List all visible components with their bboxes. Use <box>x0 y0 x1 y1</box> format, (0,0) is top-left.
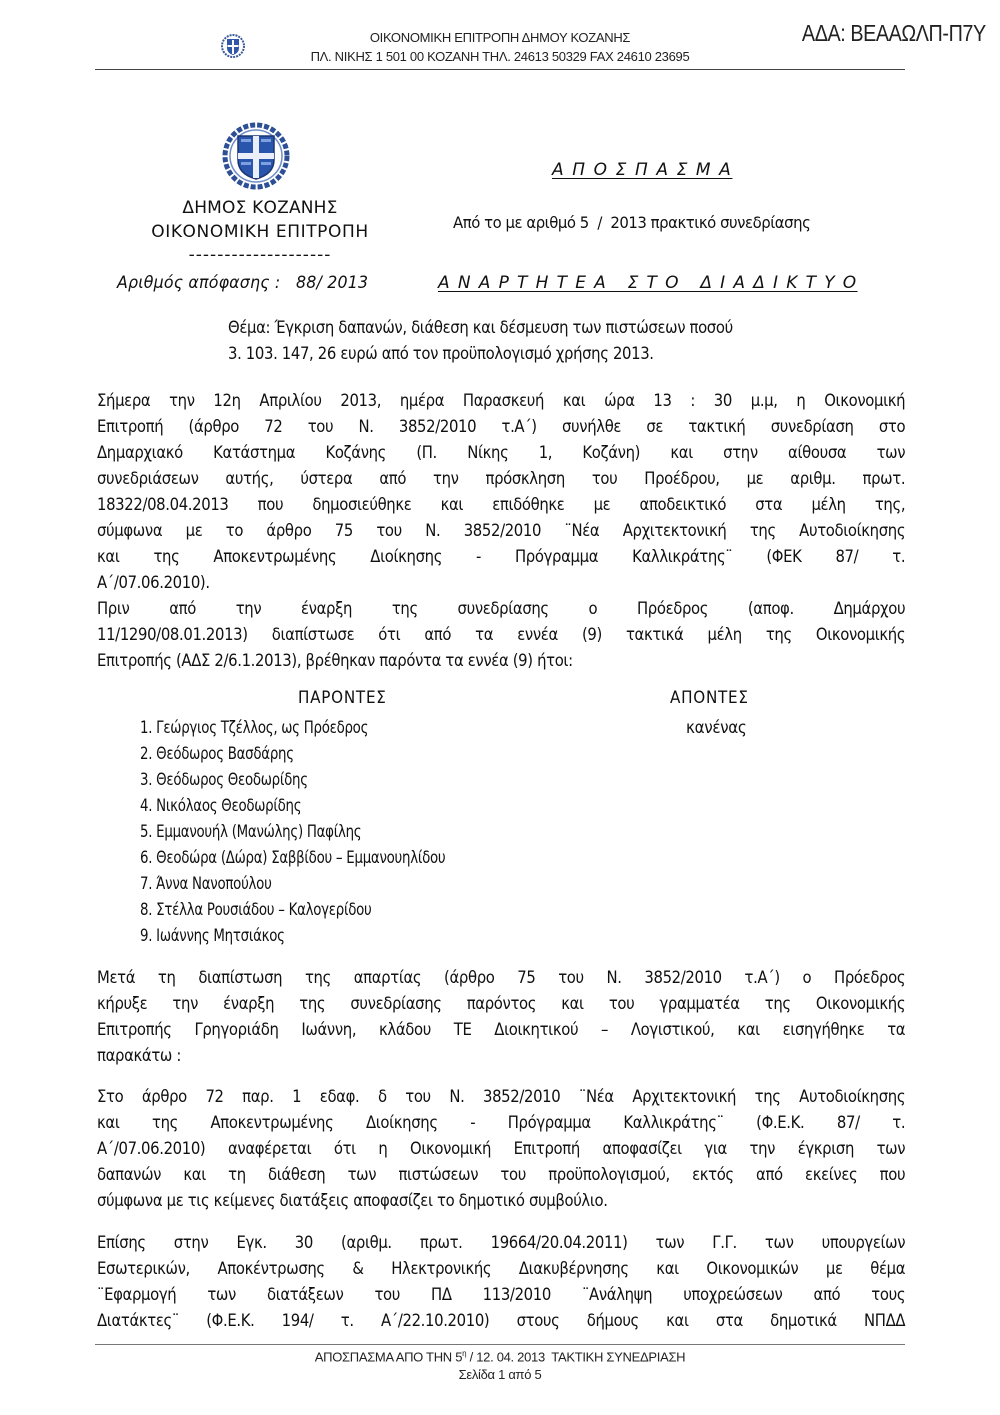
subject-line-2: 3. 103. 147, 26 ευρώ από τον προϋπολογισμό χρήσης 2013. <box>228 344 654 363</box>
text-line: παρακάτω : <box>97 1046 181 1065</box>
decision-number-row <box>117 273 368 293</box>
page-number: Σελίδα 1 από 5 <box>458 1367 542 1382</box>
footer-session-ref <box>0 1349 1000 1364</box>
text-line: ¨Εφαρμογή των διατάξεων του ΠΔ 113/2010 ¨Ανάληψη υποχρεώσεων από τους <box>97 1285 906 1304</box>
text-line: Επιτροπή (άρθρο 72 του Ν. 3852/2010 τ.Α΄) συνήλθε σε τακτική συνεδρίαση στο <box>97 417 906 436</box>
text-line: κήρυξε την έναρξη της συνεδρίασης παρόντος και του γραμματέα της Οικονομικής <box>97 994 906 1013</box>
greek-coat-of-arms-icon <box>222 122 290 190</box>
footer-ref-prefix: ΑΠΟΣΠΑΣΜΑ ΑΠΟ ΤΗΝ 5 <box>314 1349 463 1365</box>
text-line: Α΄/07.06.2010). <box>97 573 210 592</box>
present-header: ΠΑΡΟΝΤΕΣ <box>298 688 387 707</box>
present-member: 4. Νικόλαος Θεοδωρίδης <box>140 796 302 815</box>
present-member: 3. Θεόδωρος Θεοδωρίδης <box>140 770 308 789</box>
document-type-title: Α Π Ο Σ Π Α Σ Μ Α <box>552 160 733 180</box>
text-line: και της Αποκεντρωμένης Διοίκησης - Πρόγραμμα Καλλικράτης¨ (ΦΕΚ 87/ τ. <box>97 547 906 566</box>
header-rule <box>95 69 905 70</box>
header-committee-title: ΟΙΚΟΝΟΜΙΚΗ ΕΠΙΤΡΟΠΗ ΔΗΜΟΥ ΚΟΖΑΝΗΣ <box>369 30 631 45</box>
header-address: ΠΛ. ΝΙΚΗΣ 1 501 00 ΚΟΖΑΝΗ ΤΗΛ. 24613 50329 FAX 24610 23695 <box>310 49 690 64</box>
text-line: σύμφωνα με τις κείμενες διατάξεις αποφασίζει το δημοτικό συμβούλιο. <box>97 1191 608 1210</box>
text-line: Επίσης στην Εγκ. 30 (αριθμ. πρωτ. 19664/20.04.2011) των Γ.Γ. των υπουργείων <box>97 1233 906 1252</box>
text-line: Πριν από την έναρξη της συνεδρίασης ο Πρόεδρος (αποφ. Δημάρχου <box>97 599 906 618</box>
paragraph-quorum-check <box>97 596 905 674</box>
footer-ref-suffix: / 12. 04. 2013 ΤΑΚΤΙΚΗ ΣΥΝΕΔΡΙΑΣΗ <box>466 1349 686 1365</box>
text-line: Επιτροπής (ΑΔΣ 2/6.1.2013), βρέθηκαν παρόντα τα εννέα (9) ήτοι: <box>97 651 573 670</box>
subject-line-1: Θέμα: Έγκριση δαπανών, διάθεση και δέσμευση των πιστώσεων ποσού <box>228 318 733 337</box>
minutes-reference: Από το με αριθμό 5 / 2013 πρακτικό συνεδρίασης <box>453 213 811 232</box>
text-line: σύμφωνα με το άρθρο 75 του Ν. 3852/2010 ¨Νέα Αρχιτεκτονική της Αυτοδιοίκησης <box>97 521 906 540</box>
decision-label: Αριθμός απόφασης : <box>117 273 281 293</box>
footer-rule <box>95 1344 905 1345</box>
paragraph-meeting-convened <box>97 388 905 596</box>
text-line: και της Αποκεντρωμένης Διοίκησης - Πρόγραμμα Καλλικράτης¨ (Φ.Ε.Κ. 87/ τ. <box>97 1113 906 1132</box>
present-member: 5. Εμμανουήλ (Μανώλης) Παφίλης <box>140 822 362 841</box>
text-line: 18322/08.04.2013 που δημοσιεύθηκε και επιδόθηκε με αποδεικτικό στα μέλη της, <box>97 495 906 514</box>
present-member: 2. Θεόδωρος Βασδάρης <box>140 744 294 763</box>
present-member: 9. Ιωάννης Μητσιάκος <box>140 926 285 945</box>
text-line: 11/1290/08.01.2013) διαπίστωσε ότι από τα εννέα (9) τακτικά μέλη της Οικονομικής <box>97 625 906 644</box>
absent-value: κανένας <box>686 718 747 737</box>
text-line: Α΄/07.06.2010) αναφέρεται ότι η Οικονομική Επιτροπή αποφασίζει για την έγκριση των <box>97 1139 906 1158</box>
text-line: συνεδριάσεων αυτής, ύστερα από την πρόσκληση του Προέδρου, με αριθμ. πρωτ. <box>97 469 906 488</box>
decision-number: 88/ 2013 <box>296 273 369 293</box>
text-line: Σήμερα την 12η Απριλίου 2013, ημέρα Παρασκευή και ώρα 13 : 30 μ.μ, η Οικονομική <box>97 391 906 410</box>
text-line: Επιτροπής Γρηγοριάδη Ιωάννη, κλάδου ΤΕ Διοικητικού – Λογιστικού, και εισηγήθηκε τα <box>97 1020 906 1039</box>
present-member: 1. Γεώργιος Τζέλλος, ως Πρόεδρος <box>140 718 369 737</box>
present-member: 6. Θεοδώρα (Δώρα) Σαββίδου – Εμμανουηλίδου <box>140 848 446 867</box>
text-line: Δημαρχιακό Κατάστημα Κοζάνης (Π. Νίκης 1, Κοζάνη) και στην αίθουσα των <box>97 443 906 462</box>
text-line: Εσωτερικών, Αποκέντρωσης & Ηλεκτρονικής Διακυβέρνησης και Οικονομικών με θέμα <box>97 1259 906 1278</box>
absent-header: ΑΠΟΝΤΕΣ <box>670 688 749 707</box>
text-line: Μετά τη διαπίστωση της απαρτίας (άρθρο 75 του Ν. 3852/2010 τ.Α΄) ο Πρόεδρος <box>97 968 906 987</box>
footer-ref-superscript: η <box>462 1349 467 1358</box>
ada-code: ΑΔΑ: ΒΕΑΑΩΛΠ-Π7Υ <box>802 20 986 46</box>
paragraph-legal-basis <box>97 1084 905 1214</box>
present-member: 8. Στέλλα Ρουσιάδου – Καλογερίδου <box>140 900 372 919</box>
committee-name: ΟΙΚΟΝΟΜΙΚΗ ΕΠΙΤΡΟΠΗ <box>151 222 369 242</box>
paragraph-circular <box>97 1230 905 1334</box>
text-line: Στο άρθρο 72 παρ. 1 εδαφ. δ του Ν. 3852/2010 ¨Νέα Αρχιτεκτονική της Αυτοδιοίκησης <box>97 1087 906 1106</box>
text-line: Διατάκτες¨ (Φ.Ε.Κ. 194/ τ. Α΄/22.10.2010) στους δήμους και στα δημοτικά ΝΠΔΔ <box>97 1311 906 1330</box>
publish-online-notice: Α Ν Α Ρ Τ Η Τ Ε Α Σ Τ Ο Δ Ι Α Δ Ι Κ Τ Υ Ο <box>438 273 858 293</box>
present-member: 7. Άννα Νανοπούλου <box>140 874 272 893</box>
municipality-name: ΔΗΜΟΣ ΚΟΖΑΝΗΣ <box>182 198 338 218</box>
letterhead-dashes: -------------------- <box>188 245 332 265</box>
subject-block <box>228 315 894 367</box>
paragraph-session-opened <box>97 965 905 1069</box>
text-line: δαπανών και τη διάθεση των πιστώσεων του προϋπολογισμού, εκτός από εκείνες που <box>97 1165 906 1184</box>
